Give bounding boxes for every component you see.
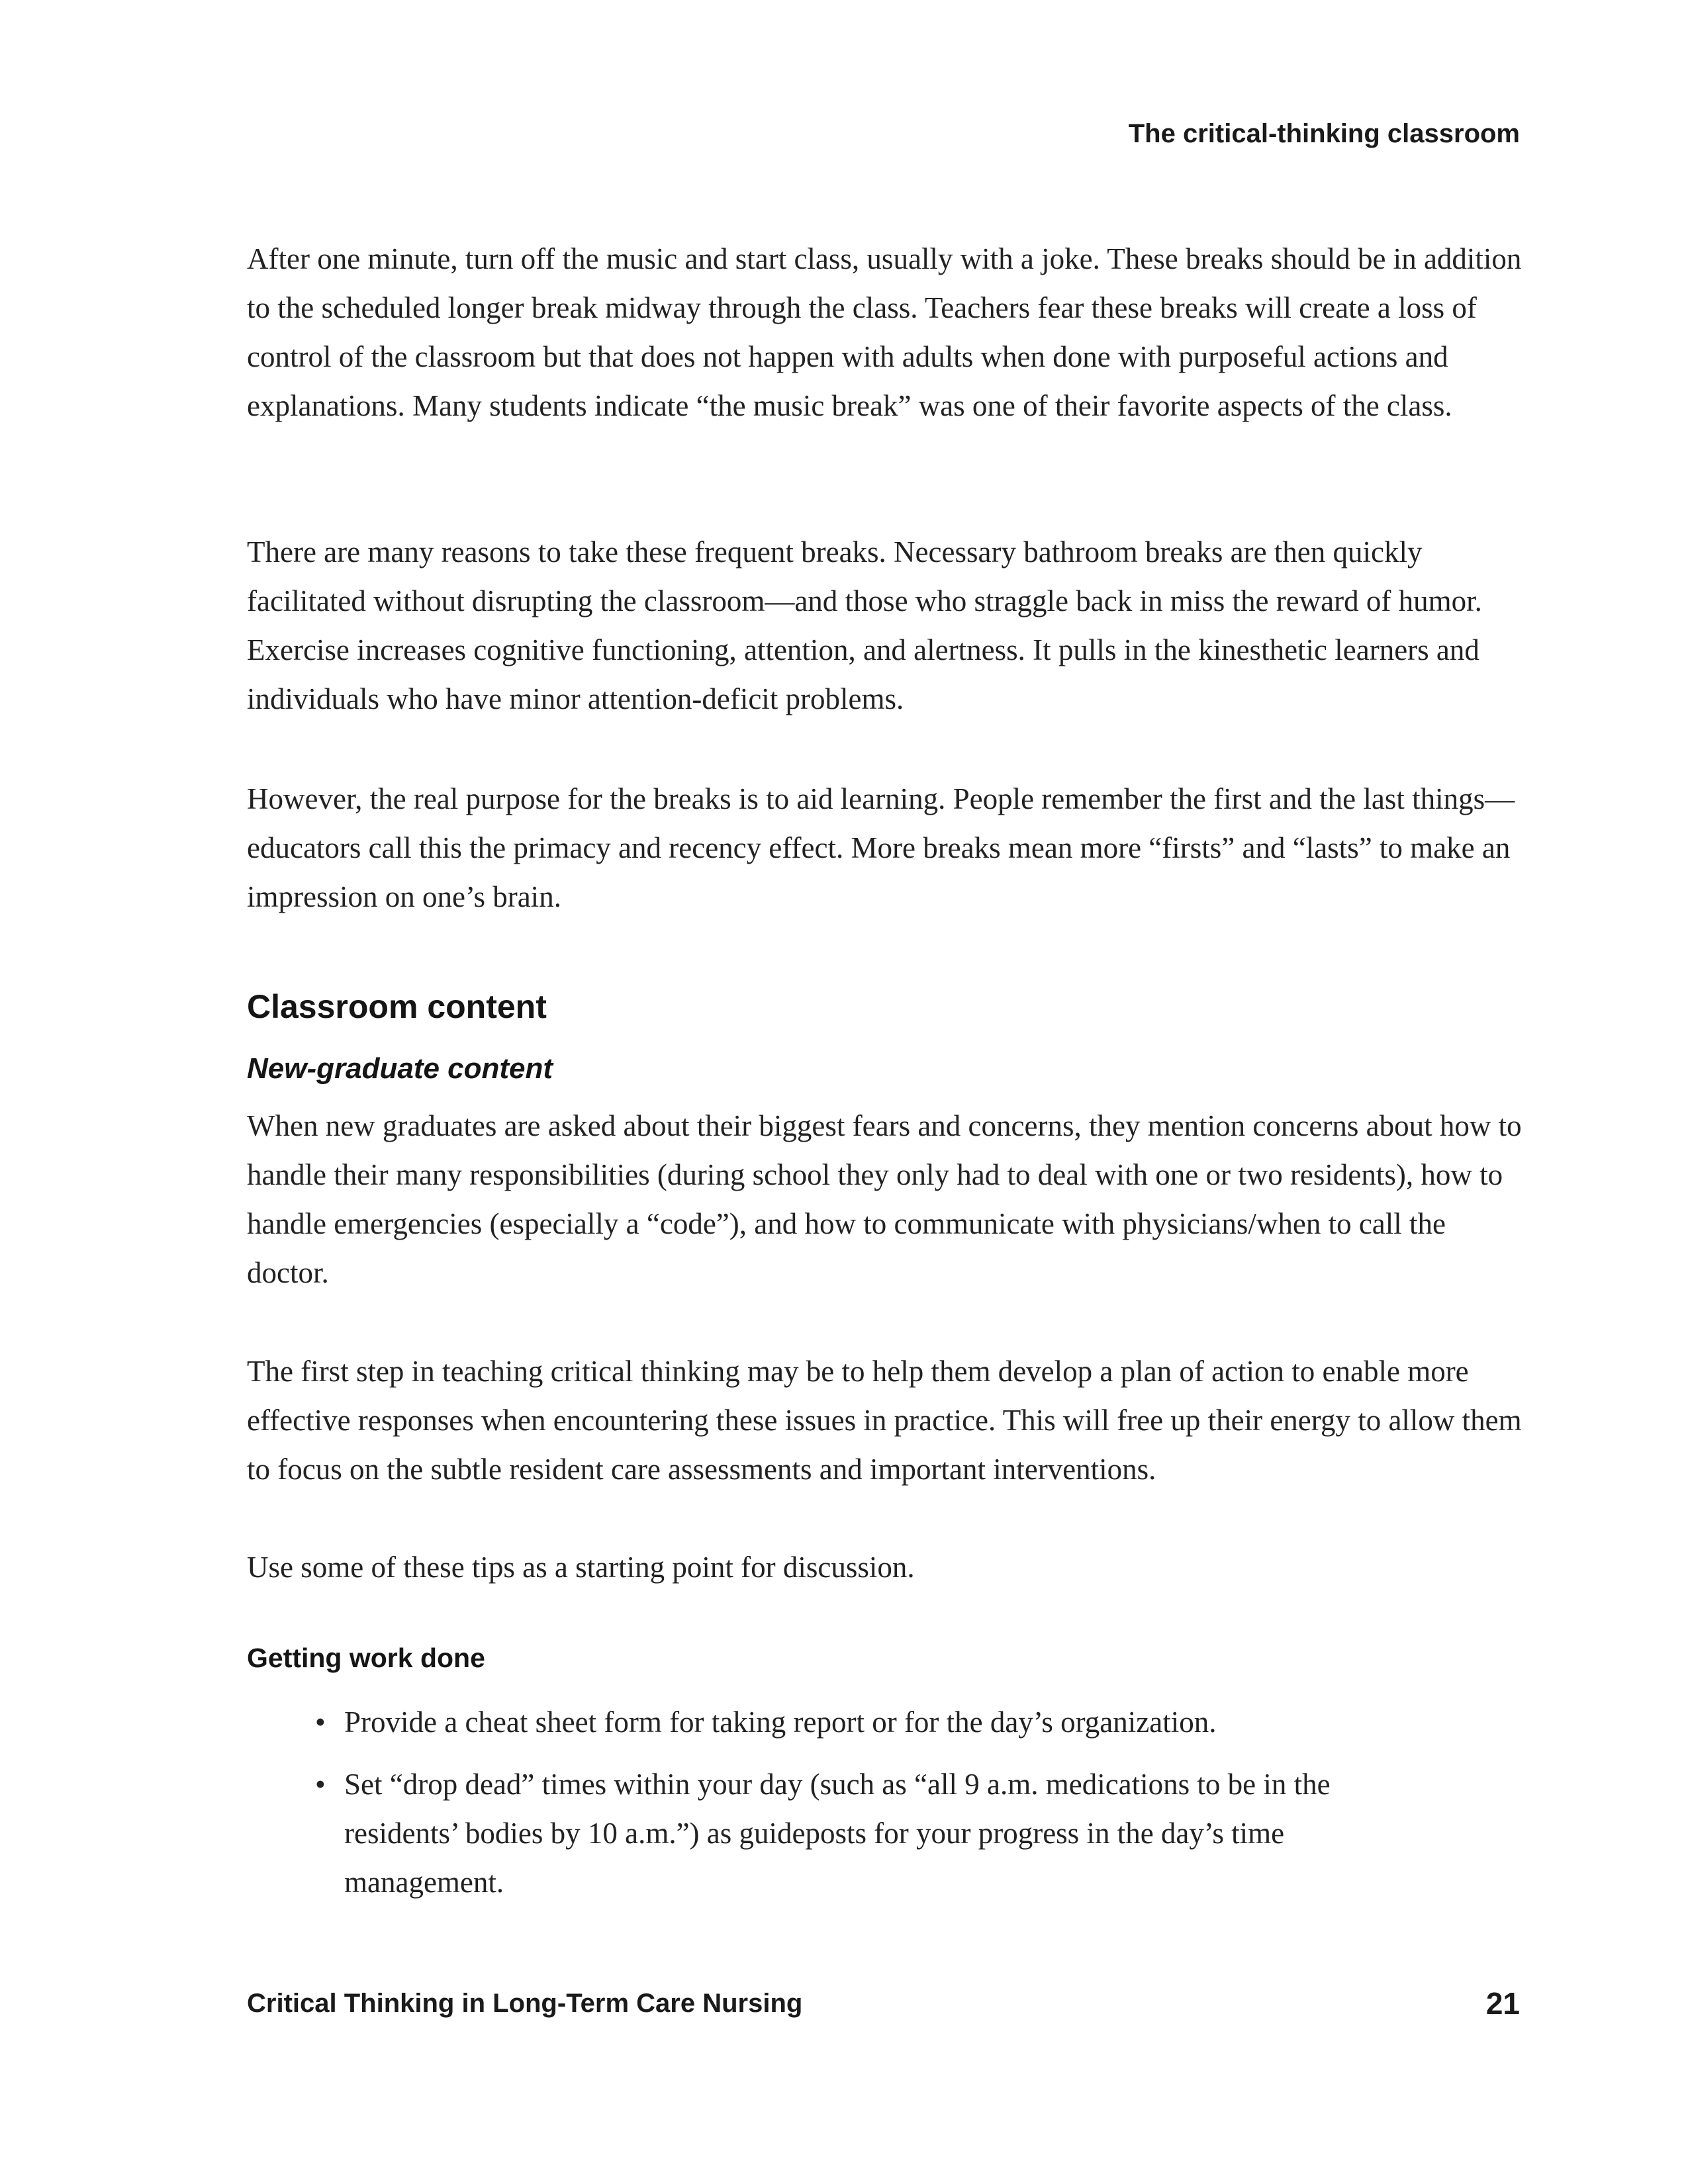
subheading-new-graduate-content: New-graduate content xyxy=(247,1052,553,1085)
list-item-text: Set “drop dead” times within your day (such as “all 9 a.m. medications to be in the residents’ bodies by 10 a.m.”) as guideposts for your progress in the day’s time management. xyxy=(344,1768,1331,1899)
paragraph-purpose-of-breaks: However, the real purpose for the breaks is to aid learning. People remember the first and the last things—educators call this the primacy and recency effect. More breaks mean more “firsts” and “lasts” to make an impression on one’s brain. xyxy=(247,782,1515,913)
running-header-title: The critical-thinking classroom xyxy=(1128,119,1520,148)
minor-heading-getting-work-done: Getting work done xyxy=(247,1643,485,1673)
paragraph-reasons-for-breaks: There are many reasons to take these frequent breaks. Necessary bathroom breaks are then quickly facilitated without disrupting the classroom—and those who straggle back in miss the reward of humor. Exercise increases cognitive functioning, attention, and alertness. It pulls in the kinesthetic learners and individuals who have minor attention-deficit problems. xyxy=(247,535,1482,715)
page-number: 21 xyxy=(1485,1986,1520,2021)
list-item-text: Provide a cheat sheet form for taking report or for the day’s organization. xyxy=(344,1706,1217,1739)
paragraph-music-break: After one minute, turn off the music and start class, usually with a joke. These breaks should be in addition to the scheduled longer break midway through the class. Teachers fear these breaks will create a loss of control of the classroom but that does not happen with adults when done with purposeful actions and explanations. Many students indicate “the music break” was one of their favorite aspects of the class. xyxy=(247,242,1522,422)
paragraph-new-graduate-fears: When new graduates are asked about their biggest fears and concerns, they mention concerns about how to handle their many responsibilities (during school they only had to deal with one or two residents), how to handle emergencies (especially a “code”), and how to communicate with physicians/when to call the doctor. xyxy=(247,1109,1522,1289)
footer-book-title: Critical Thinking in Long-Term Care Nursing xyxy=(247,1989,803,2018)
list-item xyxy=(315,1760,1440,1907)
bullet-icon: • xyxy=(315,1768,326,1801)
tips-bullet-list xyxy=(315,1698,1440,1920)
paragraph-tips-intro: Use some of these tips as a starting point for discussion. xyxy=(247,1551,915,1584)
paragraph-first-step: The first step in teaching critical thinking may be to help them develop a plan of action to enable more effective responses when encountering these issues in practice. This will free up their energy to allow them to focus on the subtle resident care assessments and important interventions. xyxy=(247,1355,1522,1486)
section-heading-classroom-content: Classroom content xyxy=(247,988,547,1025)
bullet-icon: • xyxy=(315,1706,326,1739)
list-item xyxy=(315,1698,1440,1747)
